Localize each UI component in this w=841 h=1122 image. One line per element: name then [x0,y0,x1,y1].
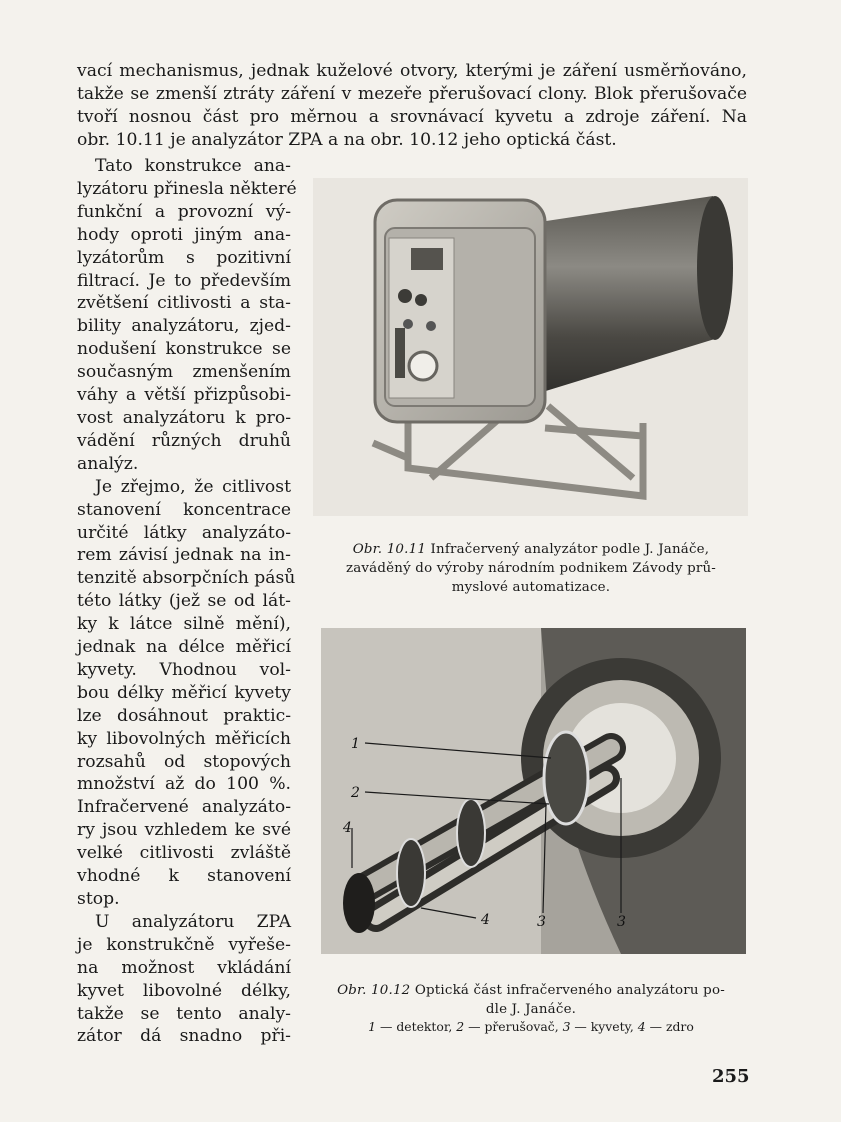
left-text-column [77,155,297,1048]
intro-line: tvoří nosnou část pro měrnou a srovnávací kyvetu a zdroje záření. Na [77,107,747,127]
text-line: vhodné k stanovení [77,866,291,887]
legend-text: — zdro [645,1019,694,1034]
text-line: Tato konstrukce ana- [95,156,291,176]
callout-4: 4 [481,912,490,928]
figure-analyzer-photo [313,178,748,516]
text-line: je konstrukčně vyřeše- [77,934,291,955]
text-line: váhy a větší přizpůsobi- [77,385,291,406]
text-line: zvětšení citlivosti a sta- [77,293,291,314]
text-line: této látky (jež se od lát- [77,591,291,612]
text-line: stanovení koncentrace [77,499,291,520]
paragraph-construction-benefits [77,155,297,476]
text-line: určité látky analyzáto- [77,522,291,543]
figure-10-12-caption [313,981,749,1019]
text-line: ky k látce silně mění), [77,614,291,635]
text-line: vádění různých druhů [77,430,291,451]
caption-line: zaváděný do výroby národním podnikem Závody prů- [345,561,717,576]
legend-number: 2 [456,1019,465,1034]
text-line: lyzátoru přinesla některé [77,178,297,199]
text-line: analýz. [77,453,139,474]
text-line: zátor dá snadno při- [77,1026,291,1047]
page-number: 255 [712,1066,750,1087]
figure-optical-part-photo [321,628,746,954]
text-line: Je zřejmo, že citlivost [95,476,291,497]
text-line: takže se tento analy- [77,1003,291,1024]
caption-line [313,540,749,559]
legend-number: 1 [368,1019,377,1034]
caption-text: Optická část infračerveného analyzátoru po- [414,983,725,998]
text-line: bility analyzátoru, zjed- [77,316,291,337]
text-line: rem závisí jednak na in- [77,545,291,566]
figure-label: Obr. 10.11 [352,542,427,557]
text-line: ry jsou vzhledem ke své [77,820,291,841]
text-line: lyzátorům s pozitivní [77,247,291,268]
text-line: hody oproti jiným ana- [77,224,291,245]
paragraph-zpa-cuvettes [77,911,291,1048]
text-line: Infračervené analyzáto- [77,797,291,818]
legend-number: 4 [637,1019,646,1034]
text-line: rozsahů od stopových [77,751,291,772]
text-line: kyvety. Vhodnou vol- [77,659,291,680]
figure-10-12-legend [313,1019,749,1034]
text-line: bou délky měřicí kyvety [77,682,291,703]
text-line: na možnost vkládání [77,957,291,978]
callout-3: 2 [351,785,360,801]
figure-label: Obr. 10.12 [337,983,411,998]
intro-line: takže se zmenší ztráty záření v mezeře přerušovací clony. Blok přerušovače [77,84,747,104]
text-line: množství až do 100 %. [77,774,291,795]
figure-10-11-caption [313,540,749,597]
callout-4: 4 [343,820,352,836]
text-line: nodušení konstrukce se [77,339,291,360]
callout-3: 3 [537,914,546,930]
text-line: velké citlivosti zvláště [77,843,291,864]
intro-line: vací mechanismus, jednak kuželové otvory, kterými je záření usměrňováno, [77,61,747,81]
callout-2: 1 [351,736,360,752]
legend-text: — přerušovač, [464,1019,563,1034]
caption-line: dle J. Janáče. [485,1002,577,1017]
text-line: současným zmenšením [77,362,291,383]
text-line: kyvet libovolné délky, [77,980,291,1001]
text-line: ky libovolných měřicích [77,728,291,749]
text-line: jednak na délce měřicí [77,637,291,658]
text-line: tenzitě absorpčních pásů [77,568,296,589]
caption-line: myslové automatizace. [451,580,611,595]
legend-text: — detektor, [376,1019,457,1034]
text-line: vost analyzátoru k pro- [77,407,291,428]
text-line: U analyzátoru ZPA [95,911,291,932]
legend-text: — kyvety, [570,1019,638,1034]
text-line: filtrací. Je to především [77,270,291,291]
paragraph-sensitivity [77,476,296,911]
text-line: lze dosáhnout praktic- [77,705,291,726]
intro-line: obr. 10.11 je analyzátor ZPA a na obr. 10.12 jeho optická část. [77,130,617,150]
text-line: funkční a provozní vý- [77,201,291,222]
intro-paragraph [77,60,747,152]
caption-line [313,981,749,1000]
text-line: stop. [77,889,120,909]
legend-number: 3 [562,1019,571,1034]
callout-1: 3 [617,914,626,930]
caption-text: Infračervený analyzátor podle J. Janáče, [430,542,710,557]
